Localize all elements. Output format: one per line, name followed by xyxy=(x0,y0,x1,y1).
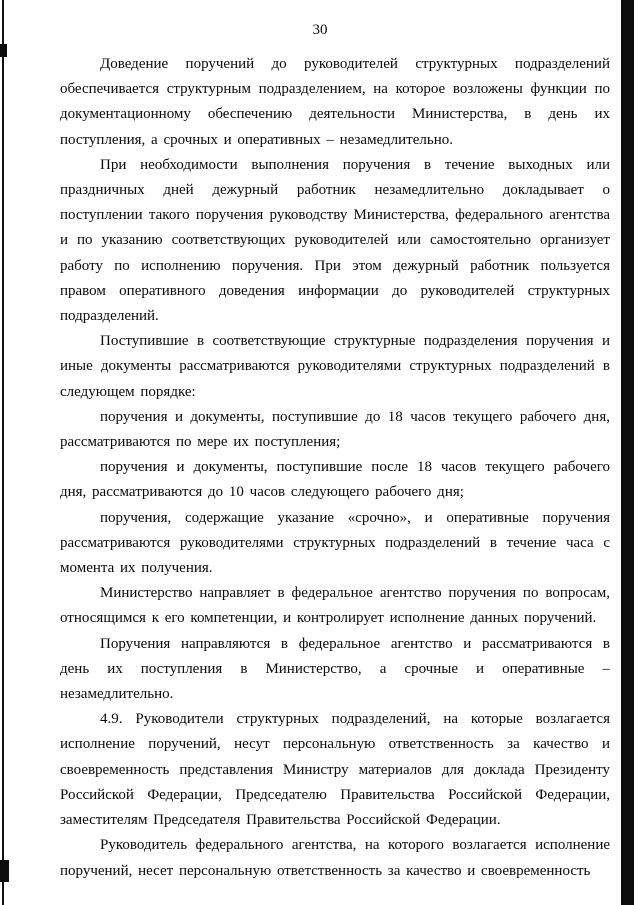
paragraph: 4.9. Руководители структурных подразделений, на которые возлагается исполнение поручений, несут персональную ответственность за качество и своевременность представления Министру материалов для доклада Президенту Российской Федерации, Председателю Правительства Российской Федерации, заместителям Председателя Правительства Российской Федерации. xyxy=(60,711,610,829)
paragraph: Доведение поручений до руководителей структурных подразделений обеспечивается структурным подразделением, на которое возложены функции по документационному обеспечению деятельности Министерства, в день их поступления, а срочных и оперативных – незамедлительно. xyxy=(60,56,610,148)
scan-artifact-bottom-left xyxy=(0,860,9,882)
scan-artifact-top-left xyxy=(0,44,7,57)
paragraph: Министерство направляет в федеральное агентство поручения по вопросам, относящимся к его компетенции, и контролирует исполнение данных поручений. xyxy=(60,585,610,627)
scan-edge-right xyxy=(621,0,634,905)
paragraph: Поступившие в соответствующие структурные подразделения поручения и иные документы рассматриваются руководителями структурных подразделений в следующем порядке: xyxy=(60,333,610,400)
paragraph: При необходимости выполнения поручения в течение выходных или праздничных дней дежурный работник незамедлительно докладывает о поступлении такого поручения руководству Министерства, федерального агентства и по указанию соответствующих руководителей или самостоятельно организует работу по исполнению поручения. При этом дежурный работник пользуется правом оперативного доведения информации до руководителей структурных подразделений. xyxy=(60,156,610,325)
paragraph: поручения и документы, поступившие до 18 часов текущего рабочего дня, рассматриваются по мере их поступления; xyxy=(60,408,610,451)
scan-edge-left xyxy=(2,0,4,905)
paragraph: поручения и документы, поступившие после 18 часов текущего рабочего дня, рассматриваются до 10 часов следующего рабочего дня; xyxy=(60,459,610,501)
document-body xyxy=(60,52,610,884)
paragraph: поручения, содержащие указание «срочно», и оперативные поручения рассматриваются руководителями структурных подразделений в течение часа с момента их получения. xyxy=(60,509,610,577)
paragraph: Поручения направляются в федеральное агентство и рассматриваются в день их поступления в Министерство, а срочные и оперативные – незамедлительно. xyxy=(60,635,610,703)
paragraph: Руководитель федерального агентства, на которого возлагается исполнение поручений, несет персональную ответственность за качество и своевременность xyxy=(60,837,610,879)
page-number: 30 xyxy=(312,22,328,38)
